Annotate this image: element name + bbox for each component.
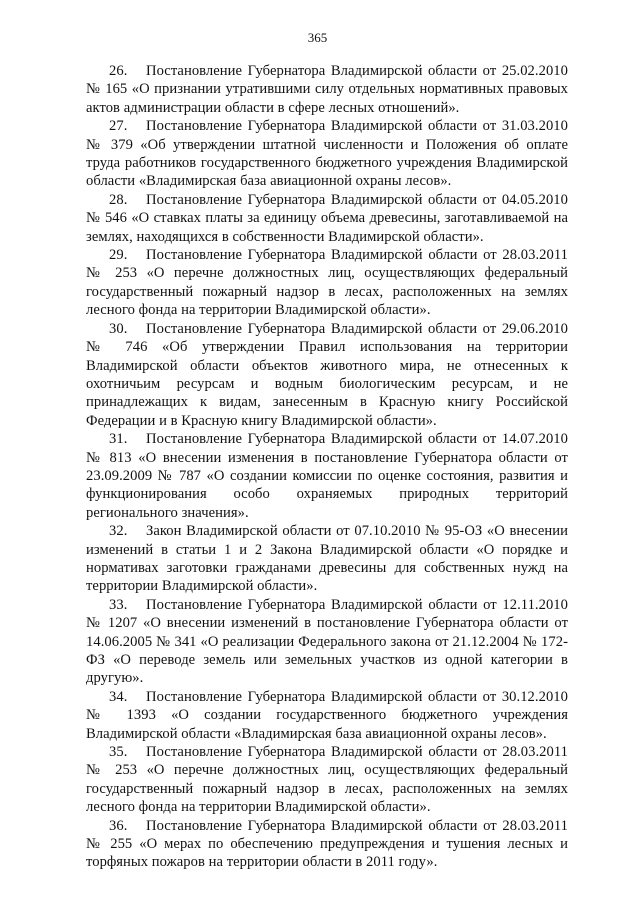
- page-number: 365: [307, 30, 328, 45]
- list-item: [86, 743, 568, 817]
- item-text: Постановление Губернатора Владимирской области от 12.11.2010 № 1207 «О внесении изменений в постановление Губернатора области от 14.06.2005 № 341 «О реализации Федерального закона от 21.12.2004 № 172-ФЗ «О переводе земель или земельных участков из одной категории в другую».: [86, 596, 568, 687]
- list-item: [86, 430, 568, 522]
- item-text: Постановление Губернатора Владимирской области от 30.12.2010 № 1393 «О создании государственного бюджетного учреждения Владимирской области «Владимирская база авиационной охраны лесов».: [86, 688, 568, 742]
- item-text: Постановление Губернатора Владимирской области от 25.02.2010 № 165 «О признании утратившими силу отдельных нормативных правовых актов администрации области в сфере лесных отношений».: [86, 63, 568, 116]
- item-number: 32.: [109, 523, 128, 540]
- item-number: 34.: [109, 688, 128, 705]
- list-item: [86, 522, 568, 596]
- document-list: [86, 62, 568, 872]
- item-text: Постановление Губернатора Владимирской области от 29.06.2010 № 746 «Об утверждении Правил использования на территории Владимирской области объектов животного мира, не отнесенных к охотничьим ресурсам и водным биологическим ресурсам, и не принадлежащих к видам, занесенным в Красную книгу Российской Федерации и в Красную книгу Владимирской области».: [86, 320, 568, 429]
- item-text: Закон Владимирской области от 07.10.2010 № 95-ОЗ «О внесении изменений в статьи 1 и 2 Закона Владимирской области «О порядке и нормативах заготовки гражданами древесины для собственных нужд на территории Владимирской области».: [86, 523, 568, 595]
- item-number: 35.: [109, 744, 128, 761]
- item-text: Постановление Губернатора Владимирской области от 04.05.2010 № 546 «О ставках платы за единицу объема древесины, заготавливаемой на землях, находящихся в собственности Владимирской области».: [86, 191, 568, 245]
- list-item: [86, 688, 568, 743]
- item-number: 33.: [109, 596, 128, 613]
- list-item: [86, 817, 568, 872]
- list-item: [86, 191, 568, 246]
- item-number: 28.: [109, 191, 128, 208]
- item-text: Постановление Губернатора Владимирской области от 28.03.2011 № 253 «О перечне должностных лиц, осуществляющих федеральный государственный пожарный надзор в лесах, расположенных на землях лесного фонда на территории Владимирской области».: [86, 744, 568, 816]
- list-item: [86, 320, 568, 430]
- item-text: Постановление Губернатора Владимирской области от 31.03.2010 № 379 «Об утверждении штатной численности и Положения об оплате труда работников государственного бюджетного учреждения Владимирской области «Владимирская база авиационной охраны лесов».: [86, 118, 568, 190]
- list-item: [86, 62, 568, 117]
- item-text: Постановление Губернатора Владимирской области от 28.03.2011 № 255 «О мерах по обеспечению предупреждения и тушения лесных и торфяных пожаров на территории области в 2011 году».: [86, 817, 568, 871]
- item-text: Постановление Губернатора Владимирской области от 28.03.2011 № 253 «О перечне должностных лиц, осуществляющих федеральный государственный пожарный надзор в лесах, расположенных на землях лесного фонда на территории Владимирской области».: [86, 247, 568, 319]
- item-text: Постановление Губернатора Владимирской области от 14.07.2010 № 813 «О внесении изменения в постановление Губернатора области от 23.09.2009 № 787 «О создании комиссии по оценке состояния, развития и функционирования особо охраняемых природных территорий регионального значения».: [86, 431, 568, 521]
- item-number: 26.: [109, 63, 128, 79]
- item-number: 27.: [109, 118, 128, 135]
- item-number: 30.: [109, 320, 128, 337]
- item-number: 36.: [109, 817, 128, 834]
- list-item: [86, 246, 568, 320]
- list-item: [86, 596, 568, 688]
- list-item: [86, 117, 568, 191]
- item-number: 29.: [109, 247, 128, 264]
- item-number: 31.: [109, 431, 128, 448]
